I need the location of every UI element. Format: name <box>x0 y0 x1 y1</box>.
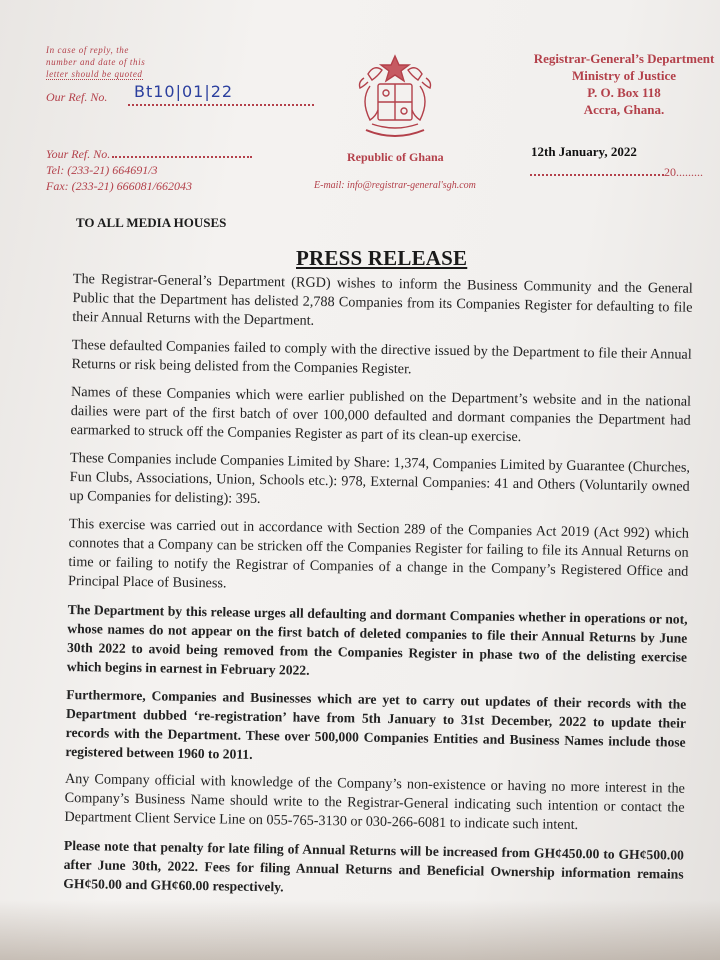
reply-note-line <box>46 68 196 80</box>
reply-note-line: In case of reply, the <box>46 45 129 55</box>
our-ref-handwritten: Bt10|01|22 <box>134 82 234 101</box>
republic-label: Republic of Ghana <box>347 150 444 164</box>
paragraph-defaulted: These defaulted Companies failed to comply with the directive issued by the Department to file their Annual Returns or risk being delisted from the Companies Register. <box>71 336 692 378</box>
your-ref <box>46 146 252 162</box>
ministry-name: Ministry of Justice <box>572 68 676 83</box>
our-ref-label: Our Ref. No. <box>46 90 108 104</box>
your-ref-dotted-line <box>112 148 252 158</box>
contact-block <box>46 146 252 194</box>
fax-line: Fax: (233-21) 666081/662043 <box>46 179 192 193</box>
addressee: TO ALL MEDIA HOUSES <box>76 215 227 230</box>
press-release-body <box>63 270 693 912</box>
paragraph-reregistration: Furthermore, Companies and Businesses which are yet to carry out updates of their records with the Department dubbed ‘re-registration’ have from 5th January to 31st December, 2022 to update their records with the Department. These over 500,000 Companies Entities and Business Names include those registered between 1960 to 2011. <box>65 686 687 762</box>
date-dots <box>530 166 664 176</box>
reply-note <box>46 44 196 80</box>
reply-note-line: number and date of this <box>46 57 146 67</box>
tel-line: Tel: (233-21) 664691/3 <box>46 163 158 177</box>
page-title: PRESS RELEASE <box>296 246 468 270</box>
paragraph-legal-basis: This exercise was carried out in accordance with Section 289 of the Companies Act 2019 (Act 992) which connotes that a Company can be stricken off the Companies Register for failing to file its Annual Returns on time or failing to notify the Registrar of Companies of a change in the Company’s Registered Office and Principal Place of Business. <box>67 515 690 592</box>
paragraph-contact: Any Company official with knowledge of the Company’s non-existence or having no more interest in the Company’s Business Name should write to the Registrar-General indicating such intention or contact the Department Client Service Line on 055-765-3130 or 030-266-6081 to indicate such intent. <box>64 770 686 834</box>
paragraph-intro: The Registrar-General’s Department (RGD) wishes to inform the Business Community and the General Public that the Department has delisted 2,788 Companies from its Companies Register for defaulting to file their Annual Returns with the Department. <box>72 270 693 329</box>
po-box: P. O. Box 118 <box>587 85 661 100</box>
coat-of-arms-icon <box>350 52 440 148</box>
email-line: E-mail: info@registrar-general'sgh.com <box>314 180 476 191</box>
paragraph-penalty: Please note that penalty for late filing of Annual Returns will be increased from GH¢450.00 to GH¢500.00 after June 30th, 2022. Fees for filing Annual Returns and Beneficial Ownership information remains GH¢50.00 and GH¢60.00 respectively. <box>63 837 685 895</box>
city: Accra, Ghana. <box>583 102 665 117</box>
reply-note-line-text: letter should be quoted <box>46 69 143 79</box>
date-dots-end: ......... <box>676 165 703 179</box>
paragraph-breakdown: These Companies include Companies Limited by Share: 1,374, Companies Limited by Guarantee (Churches, Fun Clubs, Associations, Union, Schools etc.): 978, External Companies: 41 and Others (Voluntarily owned up Companies for delisting): 395. <box>69 449 691 507</box>
department-name: Registrar-General’s Department <box>533 51 715 66</box>
date-dotted-line <box>530 165 703 180</box>
paragraph-urge: The Department by this release urges all defaulting and dormant Companies whether in operations or not, whose names do not appear on the first batch of deleted companies to file their Annual Returns by June 30th 2022 to avoid being removed from the Companies Register in phase two of the delisting exercise which begins in earnest in February 2022. <box>66 601 688 678</box>
date-suffix: 20 <box>664 165 676 179</box>
paragraph-names: Names of these Companies which were earlier published on the Department’s website and in the national dailies were part of the first batch of over 100,000 defaulted and dormant companies the Department had earmarked to struck off the Companies Register as part of its clean-up exercise. <box>70 383 692 446</box>
photo-shadow <box>0 900 720 960</box>
department-address <box>524 50 720 118</box>
our-ref <box>46 82 234 105</box>
your-ref-label: Your Ref. No. <box>46 147 111 161</box>
letter-date: 12th January, 2022 <box>531 144 637 159</box>
